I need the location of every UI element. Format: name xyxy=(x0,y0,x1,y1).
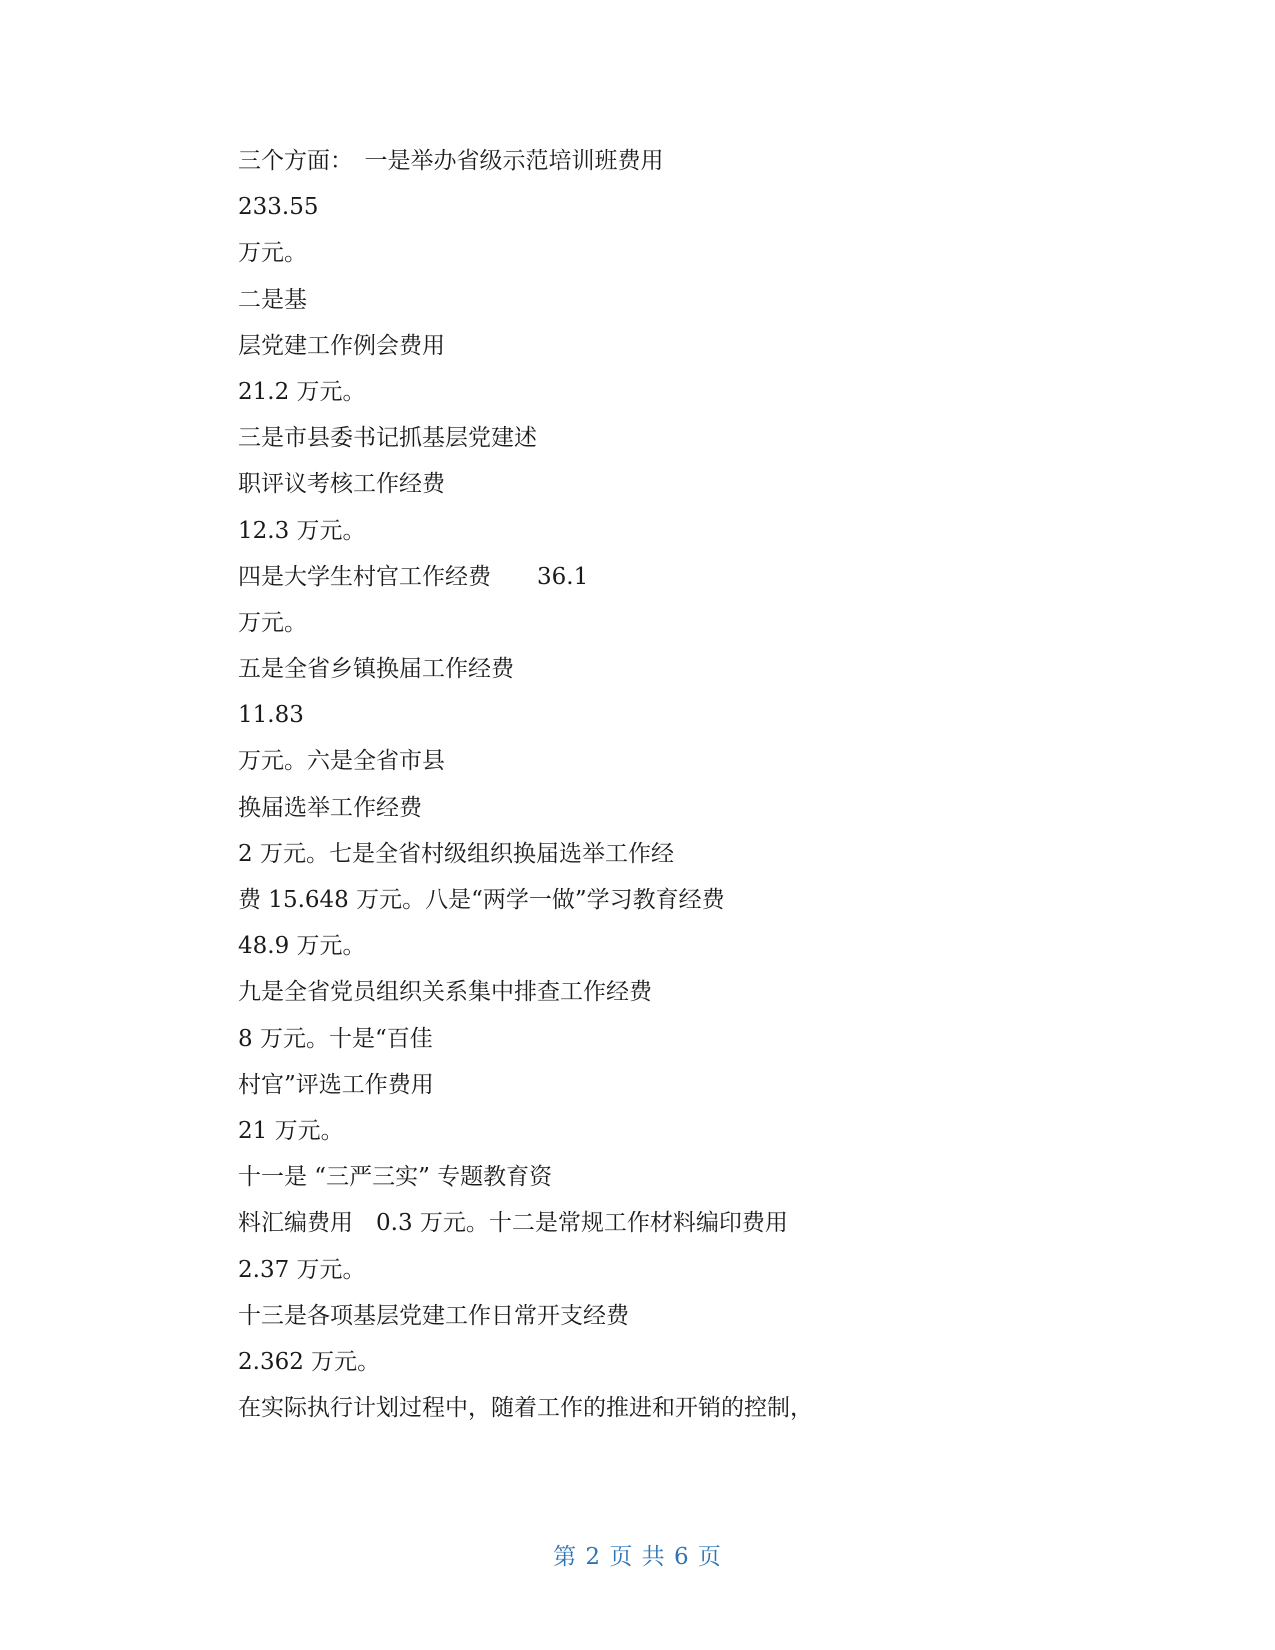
text-line: 在实际执行计划过程中，随着工作的推进和开销的控制， xyxy=(238,1395,813,1422)
text-line: 五是全省乡镇换届工作经费 xyxy=(238,656,514,683)
text-line: 233.55 xyxy=(238,194,319,221)
text-line: 8 万元。十是“百佳 xyxy=(238,1025,433,1052)
document-body xyxy=(238,138,1038,1431)
text-line: 2.37 万元。 xyxy=(238,1256,366,1283)
text-line: 四是大学生村官工作经费 36.1 xyxy=(238,563,589,590)
text-line: 费 15.648 万元。八是“两学一做”学习教育经费 xyxy=(238,887,725,913)
text-line: 二是基 xyxy=(238,286,307,313)
page-number-label: 第 2 页 共 6 页 xyxy=(553,1544,722,1570)
text-line: 十三是各项基层党建工作日常开支经费 xyxy=(238,1302,629,1329)
text-line: 三是市县委书记抓基层党建述 xyxy=(238,425,537,452)
text-line: 11.83 xyxy=(238,702,304,729)
text-line: 职评议考核工作经费 xyxy=(238,471,445,498)
page-footer xyxy=(0,1538,1275,1571)
text-line: 万元。 xyxy=(238,609,307,636)
text-line: 九是全省党员组织关系集中排查工作经费 xyxy=(238,979,652,1006)
text-line: 21 万元。 xyxy=(238,1117,344,1144)
text-line: 2 万元。七是全省村级组织换届选举工作经 xyxy=(238,840,674,867)
text-line: 2.362 万元。 xyxy=(238,1348,381,1375)
text-line: 万元。六是全省市县 xyxy=(238,748,445,775)
text-line: 12.3 万元。 xyxy=(238,517,366,544)
text-line: 料汇编费用 0.3 万元。十二是常规工作材料编印费用 xyxy=(238,1210,788,1237)
text-line: 换届选举工作经费 xyxy=(238,794,422,821)
text-line: 48.9 万元。 xyxy=(238,933,366,960)
text-line: 三个方面： 一是举办省级示范培训班费用 xyxy=(238,148,664,174)
text-line: 万元。 xyxy=(238,240,307,267)
text-line: 21.2 万元。 xyxy=(238,378,366,405)
text-line: 十一是 “三严三实” 专题教育资 xyxy=(238,1164,553,1191)
text-line: 村官”评选工作费用 xyxy=(238,1071,434,1098)
text-line: 层党建工作例会费用 xyxy=(238,332,445,359)
